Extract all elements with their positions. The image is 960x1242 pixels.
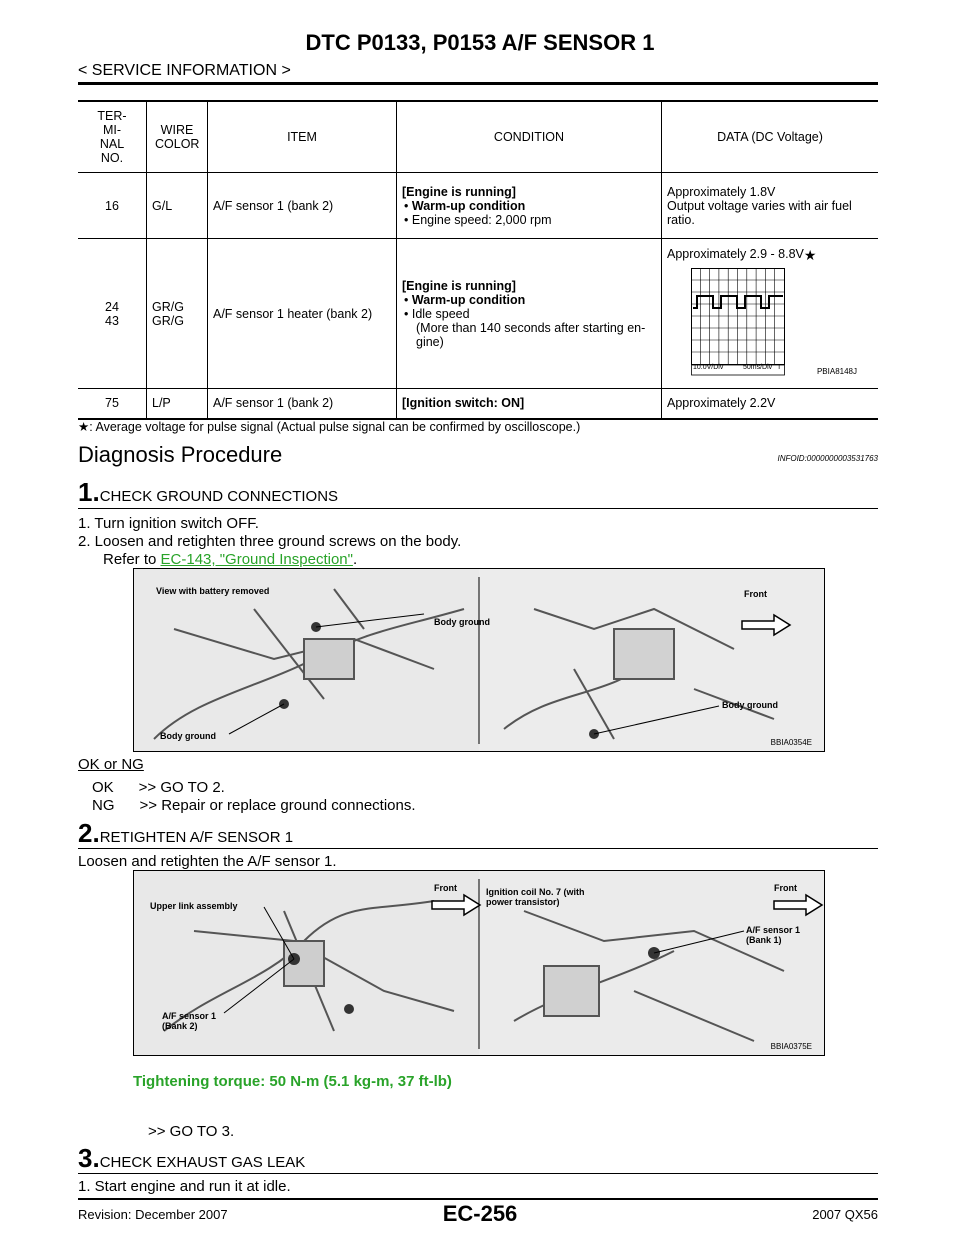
instruction-line: 1. Start engine and run it at idle.: [78, 1178, 291, 1195]
ground-connections-figure: [133, 568, 825, 752]
cell-item: A/F sensor 1 heater (bank 2): [208, 239, 397, 389]
ng-branch: NG >> Repair or replace ground connections.: [92, 797, 416, 814]
instruction-line: 2. Loosen and retighten three ground screws on the body.: [78, 533, 462, 550]
cell-wire: G/L: [147, 173, 208, 239]
step-title: CHECK GROUND CONNECTIONS: [99, 488, 339, 505]
header-terminal: [78, 101, 147, 173]
step-2-heading: [78, 818, 293, 849]
step-3-heading: [78, 1143, 305, 1174]
figure-label: A/F sensor 1 (Bank 2): [162, 1011, 217, 1031]
page-subtitle: < SERVICE INFORMATION >: [78, 62, 291, 79]
table-header-row: [78, 101, 878, 173]
section-title: Diagnosis Procedure: [78, 442, 283, 467]
info-id: INFOID:0000000003531763: [777, 454, 878, 463]
condition-bullet: • Engine speed: 2,000 rpm: [404, 212, 552, 227]
figure-label: Upper link assembly: [150, 901, 238, 911]
figure-id: BBIA0375E: [770, 1042, 812, 1051]
figure-label: Front: [434, 883, 457, 893]
figure-label: A/F sensor 1 (Bank 1): [746, 925, 801, 945]
scope-trigger-label: T: [777, 364, 782, 371]
figure-label: View with battery removed: [156, 586, 270, 596]
cell-terminal: 75: [78, 389, 147, 419]
cell-data: [662, 173, 879, 239]
header-condition: CONDITION: [397, 101, 662, 173]
step-number: 3.: [78, 1143, 100, 1173]
figure-label: Front: [774, 883, 797, 893]
figure-label: Body ground: [722, 700, 778, 710]
step-rule: [78, 848, 878, 849]
goto-step-3: >> GO TO 3.: [148, 1123, 235, 1140]
step-title: CHECK EXHAUST GAS LEAK: [99, 1154, 306, 1171]
header-item: ITEM: [208, 101, 397, 173]
ground-inspection-link[interactable]: EC-143, "Ground Inspection": [160, 551, 353, 568]
cell-data: Approximately 2.2V: [662, 389, 879, 419]
condition-head: [Engine is running]: [402, 278, 516, 293]
cell-item: A/F sensor 1 (bank 2): [208, 173, 397, 239]
header-data: DATA (DC Voltage): [662, 101, 879, 173]
cell-wire: [147, 239, 208, 389]
condition-bullet-text: Idle speed: [411, 306, 470, 321]
terminal-data-table: [78, 100, 878, 420]
cell-condition: [397, 239, 662, 389]
oscilloscope-figure: [691, 268, 857, 376]
table-row: [78, 389, 878, 419]
table-footnote: [78, 419, 580, 434]
refer-prefix: Refer to: [103, 551, 161, 568]
figure-label: Body ground: [160, 731, 216, 741]
step-number: 2.: [78, 818, 100, 848]
data-value: [667, 247, 873, 264]
cell-item: A/F sensor 1 (bank 2): [208, 389, 397, 419]
footer-rule: [78, 1198, 878, 1200]
figure-label: Ignition coil No. 7 (with power transistor): [486, 887, 585, 907]
cell-data: [662, 239, 879, 389]
data-note: Output voltage varies with air fuel ratio.: [667, 198, 852, 227]
step-1-heading: [78, 477, 338, 508]
wire-a: GR/G: [152, 299, 184, 314]
step-title: RETIGHTEN A/F SENSOR 1: [99, 829, 294, 846]
scope-left-label: 10.0V/Div: [693, 364, 724, 371]
step-number: 1.: [78, 477, 100, 507]
data-value: Approximately 1.8V: [667, 184, 776, 199]
refer-suffix: .: [352, 551, 358, 568]
star-icon: ★: [78, 420, 90, 434]
figure-id: PBIA8148J: [816, 367, 857, 376]
engine-bay-illustration: [134, 569, 824, 751]
condition-bullet-text: Warm-up condition: [411, 292, 526, 307]
footer-revision: Revision: December 2007: [78, 1207, 228, 1222]
star-icon: ★: [803, 247, 817, 263]
figure-label: Body ground: [434, 617, 490, 627]
footer-model: 2007 QX56: [812, 1207, 878, 1222]
condition-head: [Engine is running]: [402, 184, 516, 199]
step-rule: [78, 1173, 878, 1174]
cell-terminal: 16: [78, 173, 147, 239]
cell-terminal: [78, 239, 147, 389]
condition-bullet: • Idle speed: [404, 306, 470, 321]
condition-sub: (More than 140 seconds after starting en-gine): [416, 320, 646, 349]
condition-bullet-text: Engine speed: 2,000 rpm: [411, 212, 552, 227]
oscilloscope-grid: [691, 268, 785, 376]
instruction-line: Loosen and retighten the A/F sensor 1.: [78, 853, 337, 870]
table-row: [78, 239, 878, 389]
scope-right-label: 50ms/Div: [743, 364, 773, 371]
tightening-torque: Tightening torque: 50 N-m (5.1 kg-m, 37 ft-lb): [133, 1073, 452, 1090]
cell-condition: [397, 173, 662, 239]
figure-id: BBIA0354E: [770, 738, 812, 747]
table-row: [78, 173, 878, 239]
data-value-text: Approximately 2.9 - 8.8V: [667, 247, 804, 261]
cell-condition: [397, 389, 662, 419]
ok-ng-label: OK or NG: [78, 756, 144, 773]
header-wire: [147, 101, 208, 173]
terminal-a: 24: [105, 299, 119, 314]
refer-line: [103, 551, 357, 568]
figure-label: Front: [744, 589, 767, 599]
cell-wire: L/P: [147, 389, 208, 419]
header-wire-label: WIRE COLOR: [155, 123, 200, 151]
af-sensor-illustration: [134, 871, 824, 1055]
header-rule: [78, 82, 878, 85]
af-sensor-figure: [133, 870, 825, 1056]
condition-bullet: • Warm-up condition: [404, 198, 526, 213]
terminal-b: 43: [105, 313, 119, 328]
wire-b: GR/G: [152, 313, 184, 328]
footnote-text: : Average voltage for pulse signal (Actual pulse signal can be confirmed by oscilloscope.): [89, 420, 581, 434]
condition-bullet-text: Warm-up condition: [411, 198, 526, 213]
header-terminal-label: TER-MI-NAL NO.: [97, 109, 127, 165]
step-rule: [78, 508, 878, 509]
page-title: DTC P0133, P0153 A/F SENSOR 1: [305, 30, 655, 55]
ok-branch: OK >> GO TO 2.: [92, 779, 225, 796]
condition-bullet: • Warm-up condition: [404, 292, 526, 307]
instruction-line: 1. Turn ignition switch OFF.: [78, 515, 259, 532]
condition-head: [Ignition switch: ON]: [402, 396, 525, 411]
footer-page-number: EC-256: [442, 1201, 518, 1226]
